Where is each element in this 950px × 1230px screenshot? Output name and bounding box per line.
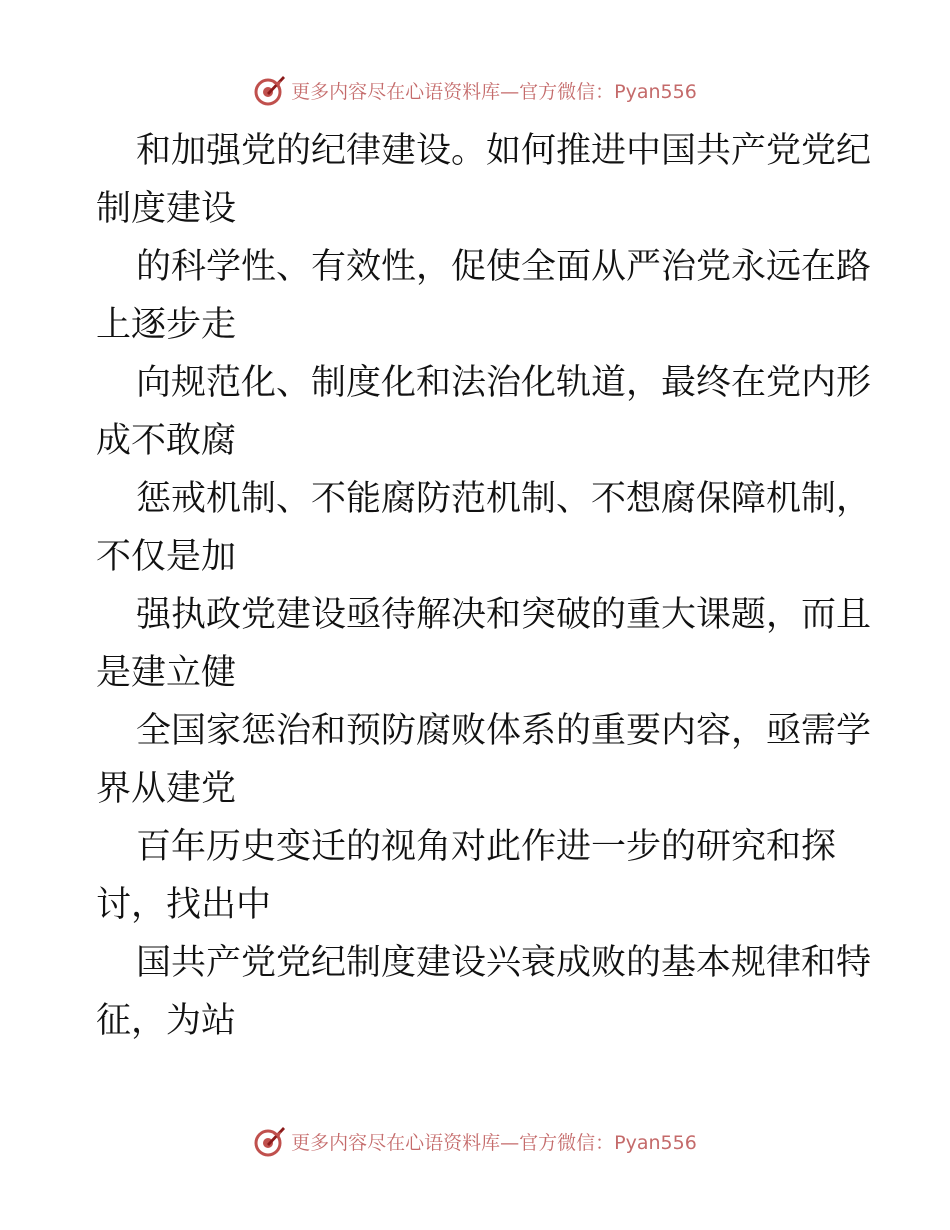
paragraph — [96, 934, 872, 1050]
footer-watermark — [0, 1121, 950, 1161]
paragraph-line: 讨，找出中 — [96, 885, 272, 925]
paragraph — [96, 818, 866, 934]
paragraph-line: 成不敢腐 — [96, 421, 237, 461]
paragraph-line: 不仅是加 — [96, 537, 237, 577]
watermark-wechat-id: Pyan556 — [614, 80, 697, 103]
watermark-text — [291, 77, 697, 104]
paragraph-line: 百年历史变迁的视角对此作进一步的研究和探 — [136, 827, 837, 867]
quill-seal-icon — [253, 73, 287, 107]
paragraph-line: 是建立健 — [96, 653, 237, 693]
paragraph-line: 惩戒机制、不能腐防范机制、不想腐保障机制， — [136, 479, 872, 519]
paragraph-line: 征，为站 — [96, 1001, 237, 1041]
paragraph-line: 的科学性、有效性，促使全面从严治党永远在路 — [136, 247, 872, 287]
watermark-text — [291, 1128, 697, 1155]
paragraph-line: 界从建党 — [96, 769, 237, 809]
quill-seal-icon — [253, 1124, 287, 1158]
paragraph — [96, 586, 872, 702]
paragraph-line: 制度建设 — [96, 189, 237, 229]
paragraph — [96, 238, 872, 354]
paragraph — [96, 122, 872, 238]
paragraph-line: 强执政党建设亟待解决和突破的重大课题，而且 — [136, 595, 872, 635]
header-watermark — [0, 70, 950, 110]
paragraph-line: 国共产党党纪制度建设兴衰成败的基本规律和特 — [136, 943, 872, 983]
document-body — [96, 122, 872, 1050]
paragraph — [96, 702, 872, 818]
paragraph-line: 向规范化、制度化和法治化轨道，最终在党内形 — [136, 363, 872, 403]
watermark-wechat-id: Pyan556 — [614, 1131, 697, 1154]
watermark-brand: 更多内容尽在心语资料库—官方微信： — [291, 80, 615, 103]
paragraph-line: 和加强党的纪律建设。如何推进中国共产党党纪 — [136, 131, 872, 171]
watermark-brand: 更多内容尽在心语资料库—官方微信： — [291, 1131, 615, 1154]
paragraph — [96, 354, 872, 470]
paragraph-line: 上逐步走 — [96, 305, 237, 345]
paragraph-line: 全国家惩治和预防腐败体系的重要内容，亟需学 — [136, 711, 872, 751]
paragraph — [96, 470, 872, 586]
